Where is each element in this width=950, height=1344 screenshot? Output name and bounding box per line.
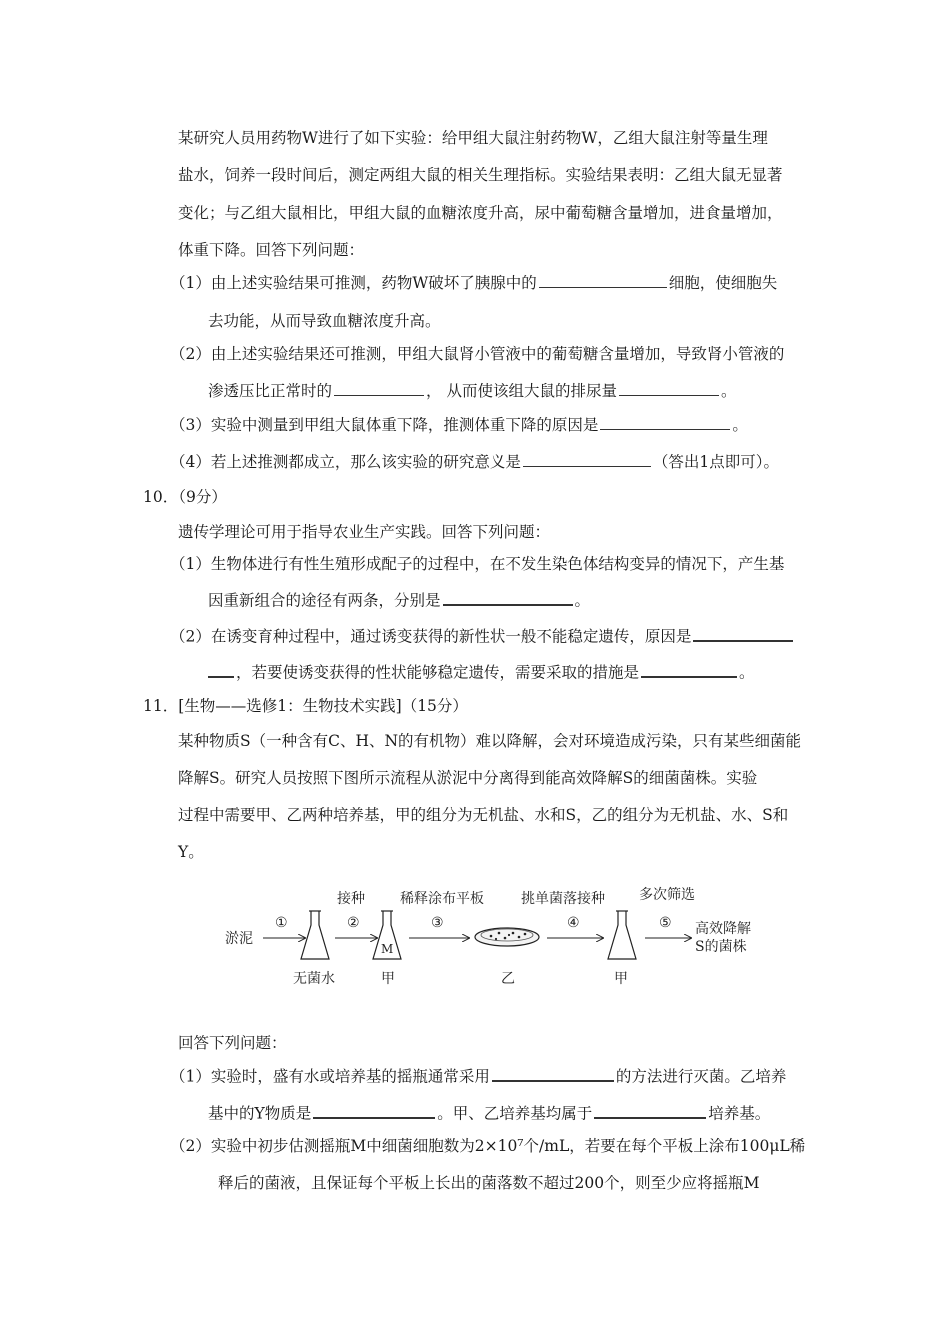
intro-line-2: 盐水，饲养一段时间后，测定两组大鼠的相关生理指标。实验结果表明：乙组大鼠无显著 [178, 166, 783, 184]
q9-1-text-c: 去功能，从而导致血糖浓度升高。 [208, 312, 441, 330]
q10-intro: 遗传学理论可用于指导农业生产实践。回答下列问题： [178, 523, 551, 541]
step-number: ① [275, 915, 288, 931]
flask-label: 甲 [381, 971, 395, 987]
question-number: 11． [143, 697, 179, 715]
q11-part1-line1 [170, 1064, 786, 1087]
q9-2-text-d: 。 [720, 382, 737, 400]
q11-2-text-b: 释后的菌液，且保证每个平板上长出的菌落数不超过200个，则至少应将摇瓶M [218, 1174, 760, 1192]
q9-part3 [170, 413, 748, 435]
result-label-line1: 高效降解 [695, 921, 751, 937]
q9-4-text-a: （4）若上述推测都成立，那么该实验的研究意义是 [170, 453, 521, 471]
q10-1-text-c: 。 [574, 591, 591, 610]
step-label: 多次筛选 [639, 887, 695, 903]
q11-part1-line2 [208, 1101, 770, 1124]
q10-part2-line2 [208, 660, 755, 683]
answer-blank[interactable] [443, 588, 573, 606]
answer-blank[interactable] [594, 1101, 706, 1119]
flask-icon [608, 911, 636, 959]
step-number: ④ [567, 915, 580, 931]
result-label-line2: S的菌株 [695, 939, 747, 955]
flask-m-label: M [381, 942, 394, 956]
q11-1-text-b: 的方法进行灭菌。乙培养 [615, 1067, 787, 1086]
q11-2-text-a: （2）实验中初步估测摇瓶M中细菌细胞数为2×10⁷个/mL，若要在每个平板上涂布100μL稀 [170, 1137, 806, 1155]
question-score: （9分） [178, 488, 227, 506]
answer-blank[interactable] [600, 414, 730, 431]
question-title: [生物——选修1：生物技术实践]（15分） [178, 697, 468, 715]
q9-2-text-b: 渗透压比正常时的 [208, 382, 333, 400]
q10-2-text-b: ，若要使诱变获得的性状能够稳定遗传，需要采取的措施是 [236, 663, 640, 682]
q11-1-text-a: （1）实验时，盛有水或培养基的摇瓶通常采用 [170, 1067, 490, 1086]
q11-header [143, 694, 468, 716]
q9-2-text-c: ， 从而使该组大鼠的排尿量 [426, 382, 617, 400]
q9-2-text-a: （2）由上述实验结果还可推测，甲组大鼠肾小管液中的葡萄糖含量增加，导致肾小管液的 [170, 345, 785, 363]
q10-part2-line1 [170, 624, 795, 647]
q11-intro-line-4: Y。 [178, 843, 204, 861]
q9-part2-line2 [208, 379, 736, 401]
q11-intro-line-1: 某种物质S（一种含有C、H、N的有机物）难以降解，会对环境造成污染，只有某些细菌能 [178, 732, 802, 750]
answer-blank[interactable] [539, 272, 667, 289]
answer-blank[interactable] [693, 624, 793, 642]
q10-header [143, 485, 227, 507]
q11-1-text-c: 基中的Y物质是 [208, 1104, 312, 1123]
step-label: 接种 [337, 891, 365, 907]
flask-label: 无菌水 [293, 971, 335, 987]
step-number: ⑤ [659, 915, 672, 931]
q11-1-text-e: 培养基。 [708, 1104, 771, 1123]
step-label: 稀释涂布平板 [400, 891, 484, 907]
q10-2-text-a: （2）在诱变育种过程中，通过诱变获得的新性状一般不能稳定遗传，原因是 [170, 627, 692, 646]
isolation-flow-diagram [225, 875, 765, 995]
answer-blank[interactable] [334, 380, 424, 397]
answer-blank[interactable] [313, 1101, 435, 1119]
intro-line-4: 体重下降。回答下列问题： [178, 241, 365, 259]
answer-blank[interactable] [523, 451, 651, 468]
plate-label: 乙 [501, 971, 515, 987]
intro-line-3: 变化；与乙组大鼠相比，甲组大鼠的血糖浓度升高，尿中葡萄糖含量增加，进食量增加， [178, 204, 783, 222]
q11-1-text-d: 。甲、乙培养基均属于 [437, 1104, 593, 1123]
q9-part4 [170, 450, 779, 472]
question-number: 10． [143, 488, 179, 506]
q9-3-text-a: （3）实验中测量到甲组大鼠体重下降，推测体重下降的原因是 [170, 416, 599, 434]
flask-label: 甲 [614, 971, 628, 987]
q11-prompt: 回答下列问题： [178, 1034, 287, 1052]
answer-blank[interactable] [641, 660, 737, 678]
step-number: ② [347, 915, 360, 931]
q10-1-text-a: （1）生物体进行有性生殖形成配子的过程中，在不发生染色体结构变异的情况下，产生基 [170, 555, 785, 573]
q10-1-text-b: 因重新组合的途径有两条，分别是 [208, 591, 441, 610]
step-number: ③ [431, 915, 444, 931]
sludge-label: 淤泥 [225, 931, 253, 947]
q10-part1-line2 [208, 588, 590, 611]
answer-blank[interactable] [208, 660, 234, 678]
q9-3-text-b: 。 [732, 416, 748, 434]
q9-part1-line1 [170, 271, 777, 293]
answer-blank[interactable] [492, 1064, 614, 1082]
intro-line-1: 某研究人员用药物W进行了如下实验：给甲组大鼠注射药物W，乙组大鼠注射等量生理 [178, 129, 768, 147]
step-label: 挑单菌落接种 [521, 891, 605, 907]
q10-2-text-c: 。 [739, 663, 755, 682]
q9-1-text-a: （1）由上述实验结果可推测，药物W破坏了胰腺中的 [170, 274, 537, 292]
sterile-water-flask-icon [301, 911, 329, 959]
q9-1-text-b: 细胞，使细胞失 [668, 274, 778, 292]
answer-blank[interactable] [619, 380, 719, 397]
q11-intro-line-3: 过程中需要甲、乙两种培养基，甲的组分为无机盐、水和S，乙的组分为无机盐、水、S和 [178, 806, 789, 824]
petri-dish-icon [475, 928, 539, 946]
q11-intro-line-2: 降解S。研究人员按照下图所示流程从淤泥中分离得到能高效降解S的细菌菌株。实验 [178, 769, 758, 787]
q9-4-text-b: （答出1点即可）。 [652, 453, 779, 471]
